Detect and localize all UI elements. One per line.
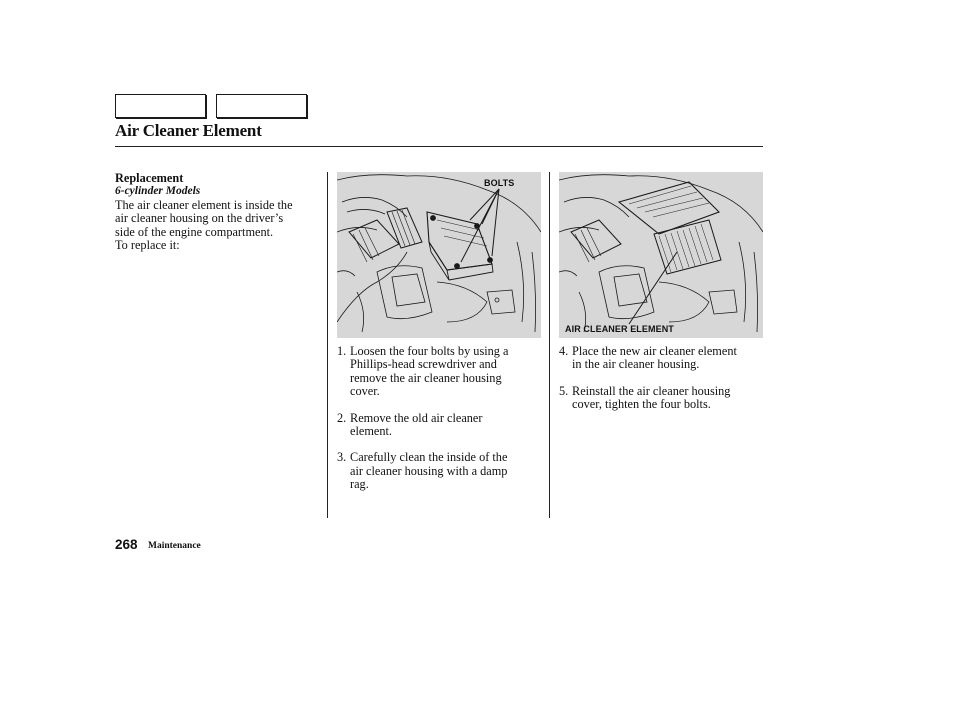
intro-line: air cleaner housing on the driver’s [115,211,284,226]
step-line: Phillips-head screwdriver and [350,357,497,372]
steps-right [559,345,763,425]
step-item [337,345,541,399]
nav-tab-box-right [216,94,307,118]
step-line: in the air cleaner housing. [572,357,700,372]
step-line: cover, tighten the four bolts. [572,397,711,412]
step-line: remove the air cleaner housing [350,370,502,385]
step-line: Carefully clean the inside of the [350,450,508,465]
step-number: 2. [337,410,347,425]
intro-line: The air cleaner element is inside the [115,197,293,212]
nav-tab-box-left [115,94,206,118]
step-line: element. [350,424,392,439]
steps-left [337,345,541,505]
step-line: air cleaner housing with a damp [350,463,508,478]
step-text [572,385,763,412]
bolts-callout: BOLTS [484,178,515,188]
step-item [337,412,541,439]
step-number: 5. [559,383,569,398]
replacement-heading: Replacement [115,171,184,185]
intro-line: To replace it: [115,238,180,253]
step-text [350,345,541,399]
step-line: rag. [350,477,369,492]
column-divider-2 [549,172,550,518]
step-text [350,451,541,491]
air-cleaner-element-illustration [559,172,763,338]
step-line: cover. [350,384,380,399]
step-number: 1. [337,344,347,358]
step-item [559,345,763,372]
step-line: Remove the old air cleaner [350,410,483,425]
step-line: Loosen the four bolts by using a [350,344,509,358]
step-item [337,451,541,491]
step-line: Place the new air cleaner element [572,344,737,358]
page-number: 268 [115,537,138,552]
title-rule [115,146,763,147]
step-number: 4. [559,344,569,358]
models-subheading: 6-cylinder Models [115,185,201,198]
intro-column [115,172,320,252]
intro-line: side of the engine compartment. [115,224,274,239]
step-item [559,385,763,412]
page-title: Air Cleaner Element [115,121,262,140]
element-callout: AIR CLEANER ELEMENT [565,324,674,334]
step-text [572,345,763,372]
step-line: Reinstall the air cleaner housing [572,383,731,398]
column-divider-1 [327,172,328,518]
step-text [350,412,541,439]
step-number: 3. [337,450,347,465]
section-name: Maintenance [148,541,201,551]
bolts-illustration [337,172,541,338]
